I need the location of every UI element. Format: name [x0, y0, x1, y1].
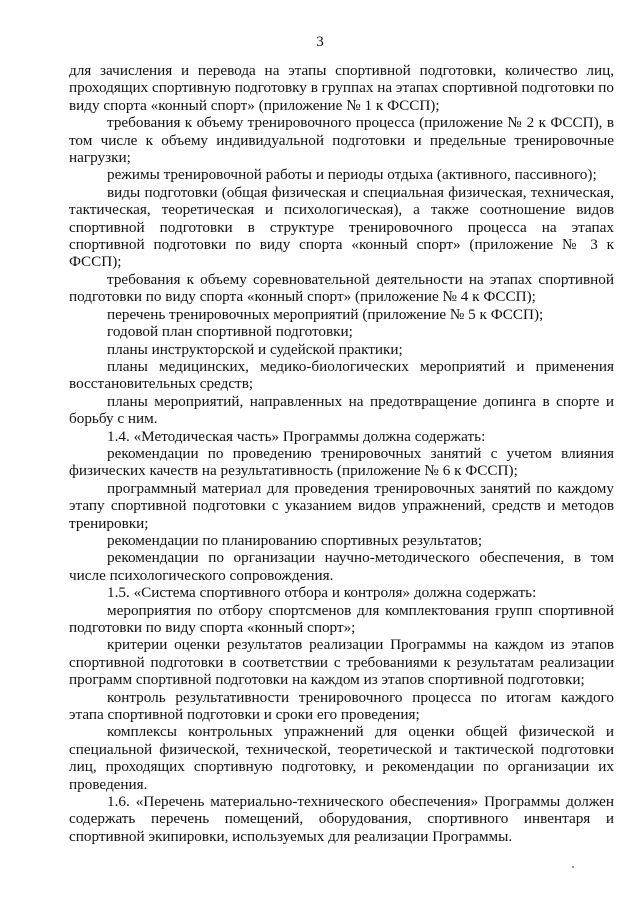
paragraph-athlete-selection: мероприятия по отбору спортсменов для комплектования групп спортивной подготовки по виду спорта «конный спорт»; [69, 601, 614, 636]
paragraph-continuation: для зачисления и перевода на этапы спортивной подготовки, количество лиц, проходящих спортивную подготовку в группах на этапах спортивной подготовки по виду спорта «конный спорт» (приложение № 1 к ФССП); [69, 62, 614, 114]
scan-speck [572, 866, 574, 868]
paragraph-competition-volume: требования к объему соревновательной деятельности на этапах спортивной подготовки по виду спорта «конный спорт» (приложение № 4 к ФССП); [69, 270, 614, 306]
document-body [69, 62, 614, 845]
paragraph-control-exercises: комплексы контрольных упражнений для оценки общей физической и специальной физической, технической, теоретической и тактической подготовки лиц, проходящих спортивную подготовку, и рекомендации по организации их проведения. [69, 723, 614, 793]
paragraph-anti-doping: планы мероприятий, направленных на предотвращение допинга в спорте и борьбу с ним. [69, 392, 614, 428]
paragraph-medical-plans: планы медицинских, медико-биологических мероприятий и применения восстановительных средств; [69, 357, 614, 393]
paragraph-methodical-support: рекомендации по организации научно-методического обеспечения, в том числе психологического сопровождения. [69, 549, 614, 584]
page-number: 3 [316, 34, 324, 50]
paragraph-training-recommendations: рекомендации по проведению тренировочных занятий с учетом влияния физических качеств на результативность (приложение № 6 к ФССП); [69, 444, 614, 480]
paragraph-training-volume: требования к объему тренировочного процесса (приложение № 2 к ФССП), в том числе к объему индивидуальной подготовки и предельные тренировочные нагрузки; [69, 114, 614, 167]
section-heading-1-5: 1.5. «Система спортивного отбора и контроля» должна содержать: [107, 584, 537, 602]
paragraph-work-rest-modes: режимы тренировочной работы и периоды отдыха (активного, пассивного); [107, 166, 597, 184]
paragraph-instructor-practice: планы инструкторской и судейской практики; [107, 340, 403, 358]
paragraph-results-planning: рекомендации по планированию спортивных результатов; [107, 531, 483, 549]
section-heading-1-6: 1.6. «Перечень материально-технического обеспечения» Программы должен содержать перечень помещений, оборудования, спортивного инвентаря и спортивной экипировки, используемых для реализации Программы. [69, 793, 614, 845]
paragraph-program-material: программный материал для проведения тренировочных занятий по каждому этапу спортивной подготовки с указанием видов упражнений, средств и методов тренировки; [69, 479, 614, 532]
paragraph-training-events: перечень тренировочных мероприятий (приложение № 5 к ФССП); [107, 305, 544, 323]
paragraph-performance-control: контроль результативности тренировочного процесса по итогам каждого этапа спортивной подготовки и сроки его проведения; [69, 688, 614, 724]
section-heading-1-4: 1.4. «Методическая часть» Программы должна содержать: [107, 427, 486, 445]
paragraph-evaluation-criteria: критерии оценки результатов реализации Программы на каждом из этапов спортивной подготовки в соответствии с требованиями к результатам реализации программ спортивной подготовки на каждом из этапов спортивной подготовки; [69, 636, 614, 689]
paragraph-annual-plan: годовой план спортивной подготовки; [107, 323, 353, 341]
paragraph-training-types: виды подготовки (общая физическая и специальная физическая, техническая, тактическая, теоретическая и психологическая), а также соотношение видов спортивной подготовки в структуре тренировочного процесса на этапах спортивной подготовки по виду спорта «конный спорт» (приложение № 3 к ФССП); [69, 183, 614, 271]
